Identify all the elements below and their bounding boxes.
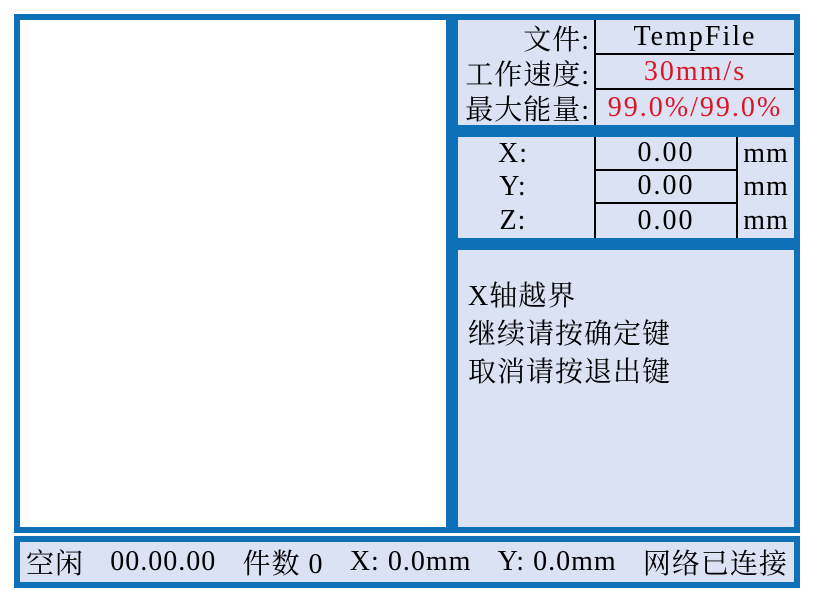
x-axis-unit: mm xyxy=(743,137,789,169)
file-info-panel xyxy=(452,14,800,131)
z-axis-row xyxy=(458,204,794,238)
work-time: 00.00.00 xyxy=(110,546,217,577)
speed-row xyxy=(458,55,794,90)
y-axis-label: Y: xyxy=(499,171,527,203)
coordinates-panel xyxy=(452,131,800,244)
work-preview-area xyxy=(14,14,452,533)
x-axis-label: X: xyxy=(498,137,528,169)
cancel-hint-text: 取消请按退出键 xyxy=(468,357,672,388)
z-axis-value: 0.00 xyxy=(594,204,738,238)
power-field[interactable]: 99.0%/99.0% xyxy=(594,90,794,125)
y-axis-unit: mm xyxy=(743,171,789,203)
power-label: 最大能量: xyxy=(465,94,590,126)
z-axis-label: Z: xyxy=(499,204,527,236)
status-bar xyxy=(14,536,800,588)
network-status: 网络已连接 xyxy=(642,549,788,580)
info-column xyxy=(452,14,800,533)
z-axis-unit: mm xyxy=(743,204,789,236)
file-name-field[interactable]: TempFile xyxy=(594,20,794,55)
status-x-position: X: 0.0mm xyxy=(349,546,472,577)
confirm-hint-text: 继续请按确定键 xyxy=(468,319,672,350)
speed-label: 工作速度: xyxy=(465,59,590,91)
machine-state: 空闲 xyxy=(26,549,85,580)
alarm-message-panel xyxy=(452,244,800,533)
file-row xyxy=(458,20,794,55)
y-axis-value: 0.00 xyxy=(594,171,738,205)
file-label: 文件: xyxy=(523,24,590,56)
main-row xyxy=(14,14,800,533)
x-axis-row xyxy=(458,137,794,171)
power-row xyxy=(458,90,794,125)
piece-count: 件数 0 xyxy=(242,549,324,580)
x-axis-value: 0.00 xyxy=(594,137,738,171)
status-y-position: Y: 0.0mm xyxy=(497,546,617,577)
y-axis-row xyxy=(458,171,794,205)
speed-field[interactable]: 30mm/s xyxy=(594,55,794,90)
alarm-text: X轴越界 xyxy=(468,281,577,312)
